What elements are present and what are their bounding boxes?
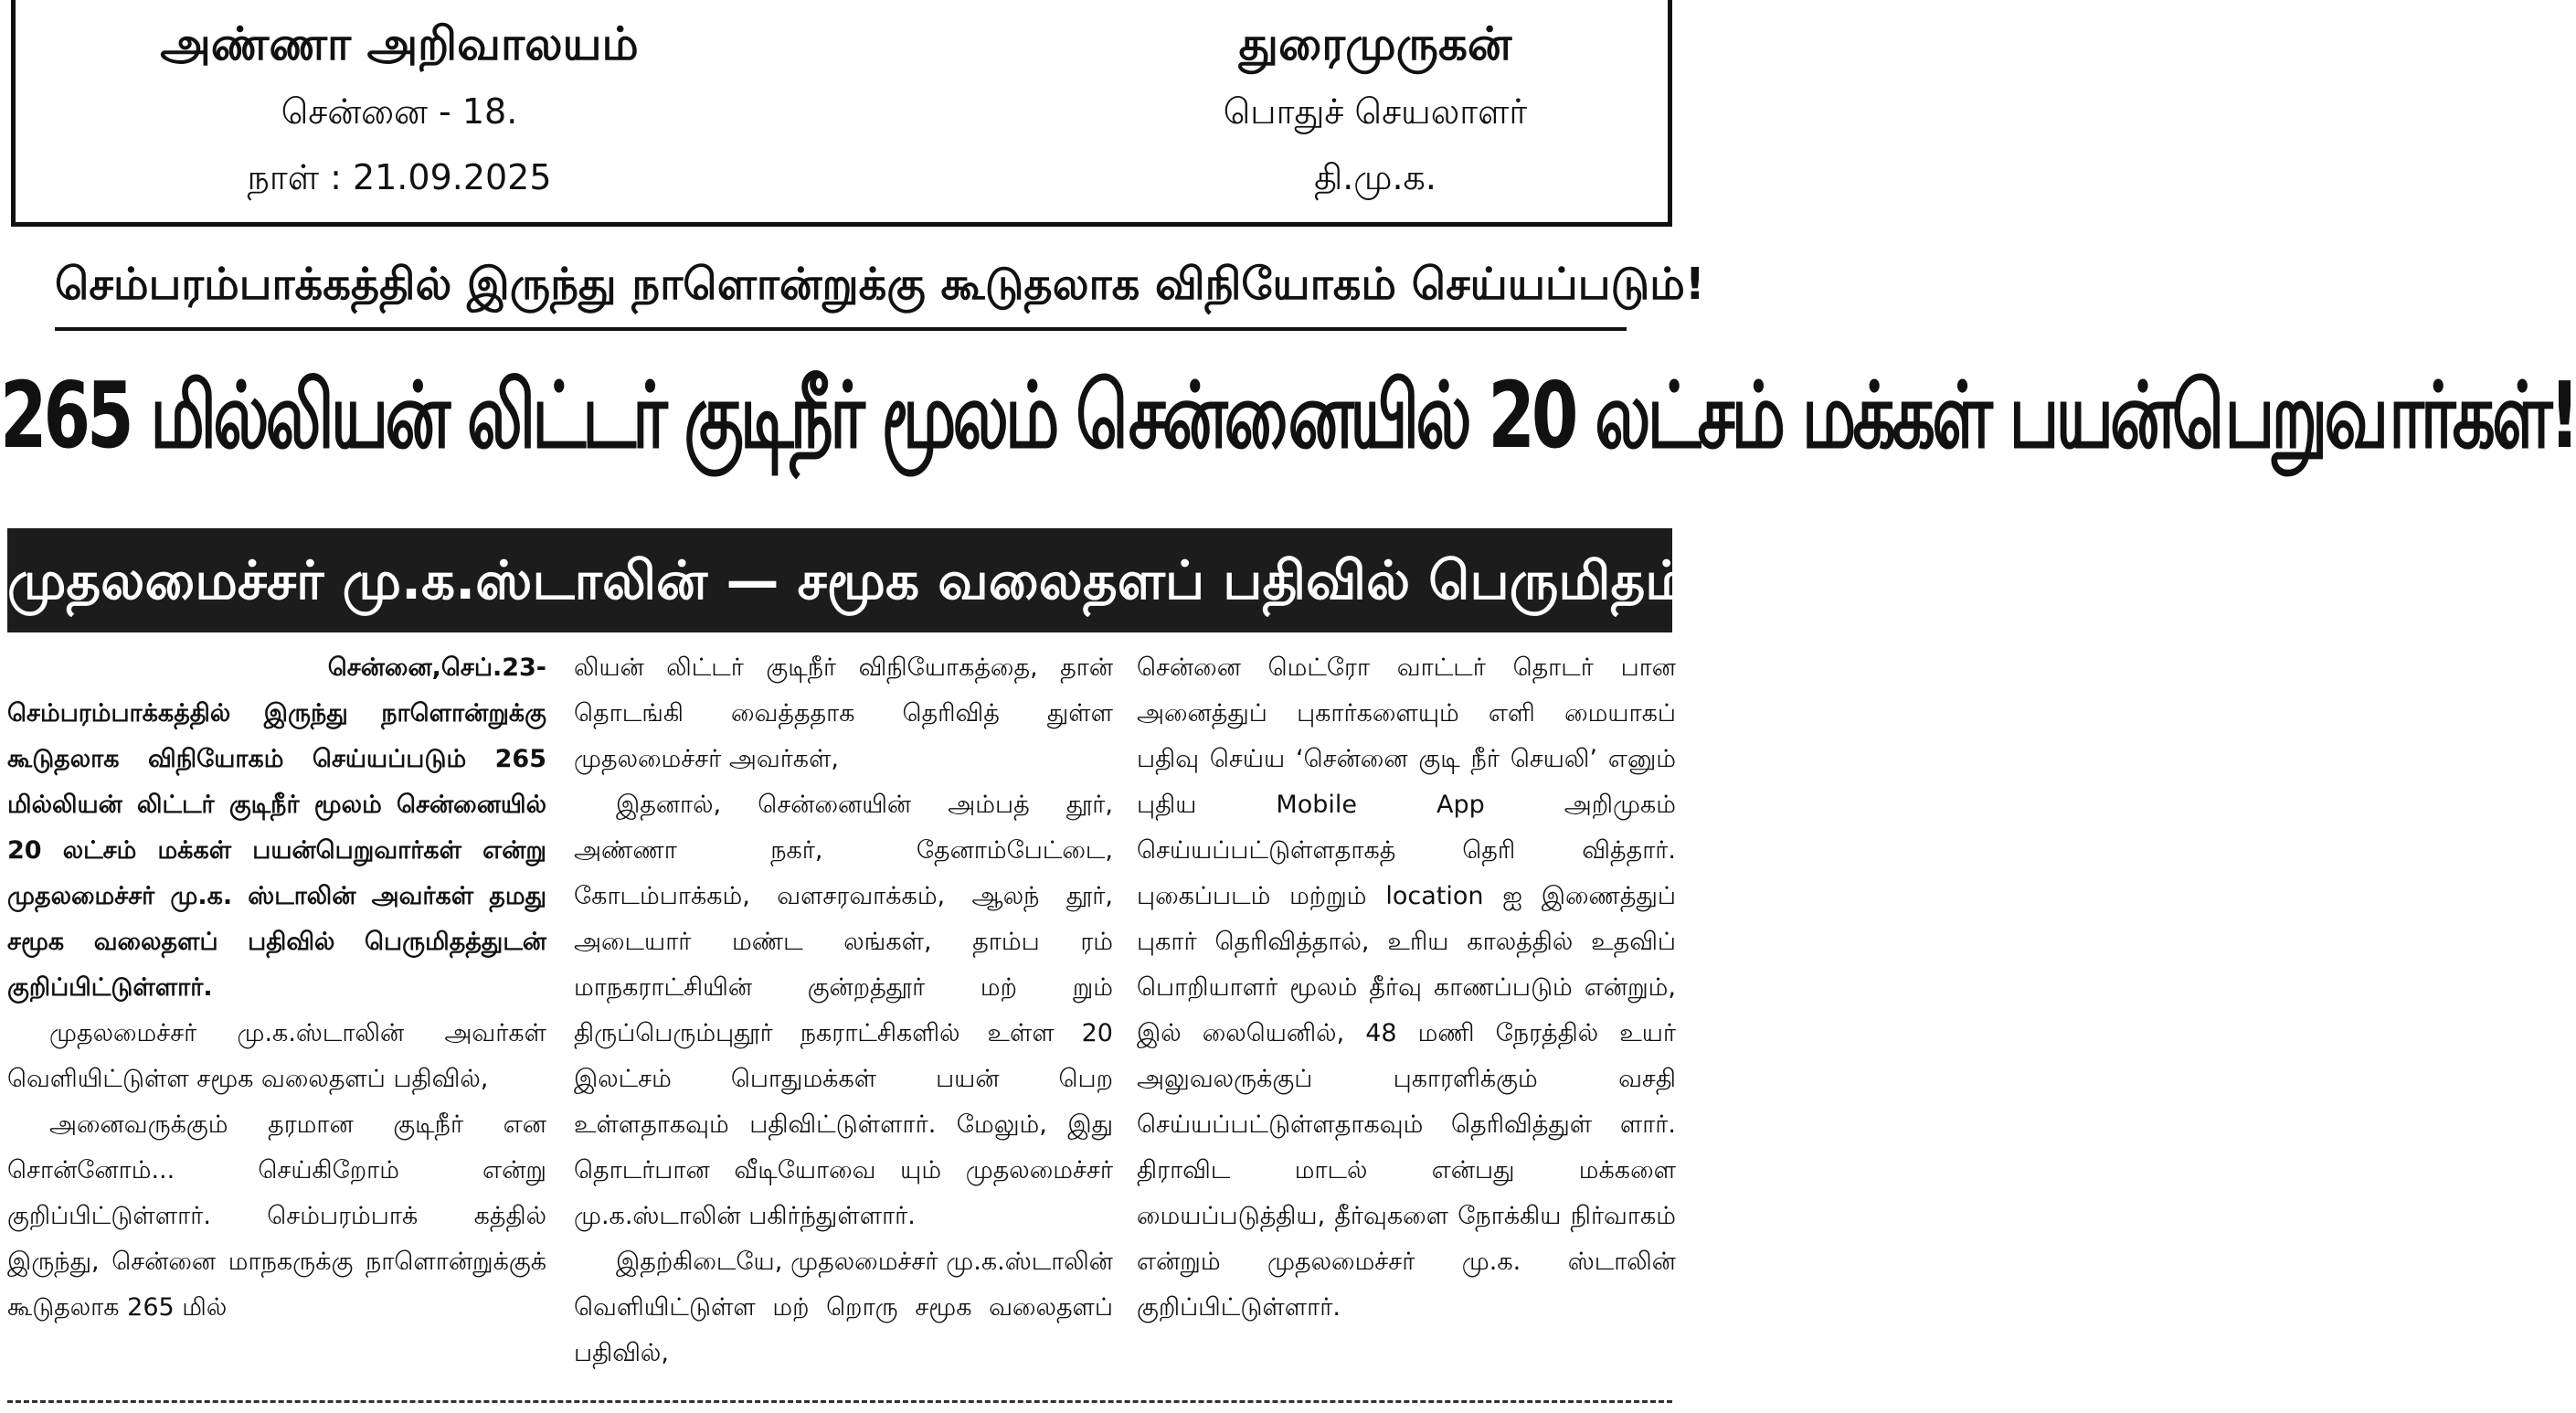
article-column-3	[1137, 645, 1676, 1391]
paragraph: அனைவருக்கும் தரமான குடிநீர் என சொன்னோம்... செய்கிறோம் என்று குறிப்பிட்டுள்ளார். செம்பரம்பாக் கத்தில் இருந்து, சென்னை மாநகருக்கு நாளொன்றுக்குக் கூடுதலாக 265 மில்	[7, 1110, 546, 1322]
signatory-name: துரைமுருகன்	[1238, 17, 1512, 70]
issue-date: நாள் : 21.09.2025	[247, 157, 552, 197]
banner-headline: முதலமைச்சர் மு.க.ஸ்டாலின் — சமூக வலைதளப் பதிவில் பெருமிதம்!	[7, 528, 1672, 632]
paragraph: இதனால், சென்னையின் அம்பத் தூர், அண்ணா நகர், தேனாம்பேட்டை, கோடம்பாக்கம், வளசரவாக்கம், ஆலந் தூர், அடையார் மண்ட லங்கள், தாம்ப ரம் மாநகராட்சியின் குன்றத்தூர் மற் றும் திருப்பெரும்புதூர் நகராட்சிகளில் உள்ள 20 இலட்சம் பொதுமக்கள் பயன் பெற உள்ளதாகவும் பதிவிட்டுள்ளார். மேலும், இது தொடர்பான வீடியோவை யும் முதலமைச்சர் மு.க.ஸ்டாலின் பகிர்ந்துள்ளார்.	[574, 791, 1113, 1230]
letterhead-box	[11, 0, 1672, 227]
article-column-1	[7, 645, 546, 1391]
paragraph: முதலமைச்சர் மு.க.ஸ்டாலின் அவர்கள் வெளியிட்டுள்ள சமூக வலைதளப் பதிவில்,	[7, 1019, 546, 1093]
signatory-title: பொதுச் செயலாளர்	[1223, 91, 1528, 132]
article-body	[7, 645, 1676, 1391]
party-name: தி.மு.க.	[1314, 157, 1436, 197]
main-headline: 265 மில்லியன் லிட்டர் குடிநீர் மூலம் சென்னையில் 20 லட்சம் மக்கள் பயன்பெறுவார்கள்!	[0, 362, 2576, 470]
paragraph: லியன் லிட்டர் குடிநீர் விநியோகத்தை, தான் தொடங்கி வைத்ததாக தெரிவித் துள்ள முதலமைச்சர் அவர்கள்,	[574, 653, 1113, 773]
letterhead-right	[1138, 9, 1613, 210]
subheadline: செம்பரம்பாக்கத்தில் இருந்து நாளொன்றுக்கு கூடுதலாக விநியோகம் செய்யப்படும்!	[55, 243, 1627, 331]
org-name: அண்ணா அறிவாலயம்	[160, 17, 639, 70]
letterhead-left	[125, 9, 673, 210]
article-column-2	[574, 645, 1113, 1391]
paragraph: இதற்கிடையே, முதலமைச்சர் மு.க.ஸ்டாலின் வெளியிட்டுள்ள மற் றொரு சமூக வலைதளப் பதிவில்,	[574, 1248, 1113, 1367]
lead-paragraph: செம்பரம்பாக்கத்தில் இருந்து நாளொன்றுக்கு கூடுதலாக விநியோகம் செய்யப்படும் 265 மில்லியன் லிட்டர் குடிநீர் மூலம் சென்னையில் 20 லட்சம் மக்கள் பயன்பெறுவார்கள் என்று முதலமைச்சர் மு.க. ஸ்டாலின் அவர்கள் தமது சமூக வலைதளப் பதிவில் பெருமிதத்துடன் குறிப்பிட்டுள்ளார்.	[7, 699, 546, 1002]
org-city: சென்னை - 18.	[281, 91, 518, 132]
paragraph: சென்னை மெட்ரோ வாட்டர் தொடர் பான அனைத்துப் புகார்களையும் எளி மையாகப் பதிவு செய்ய ‘சென்னை குடி நீர் செயலி’ எனும் புதிய Mobile App அறிமுகம் செய்யப்பட்டுள்ளதாகத் தெரி வித்தார். புகைப்படம் மற்றும் location ஐ இணைத்துப் புகார் தெரிவித்தால், உரிய காலத்தில் உதவிப் பொறியாளர் மூலம் தீர்வு காணப்படும் என்றும், இல் லையெனில், 48 மணி நேரத்தில் உயர் அலுவலருக்குப் புகாரளிக்கும் வசதி செய்யப்பட்டுள்ளதாகவும் தெரிவித்துள் ளார். திராவிட மாடல் என்பது மக்களை மையப்படுத்திய, தீர்வுகளை நோக்கிய நிர்வாகம் என்றும் முதலமைச்சர் மு.க. ஸ்டாலின் குறிப்பிட்டுள்ளார்.	[1137, 653, 1676, 1322]
bottom-divider	[7, 1400, 1672, 1403]
dateline: சென்னை,செப்.23-	[327, 653, 546, 682]
